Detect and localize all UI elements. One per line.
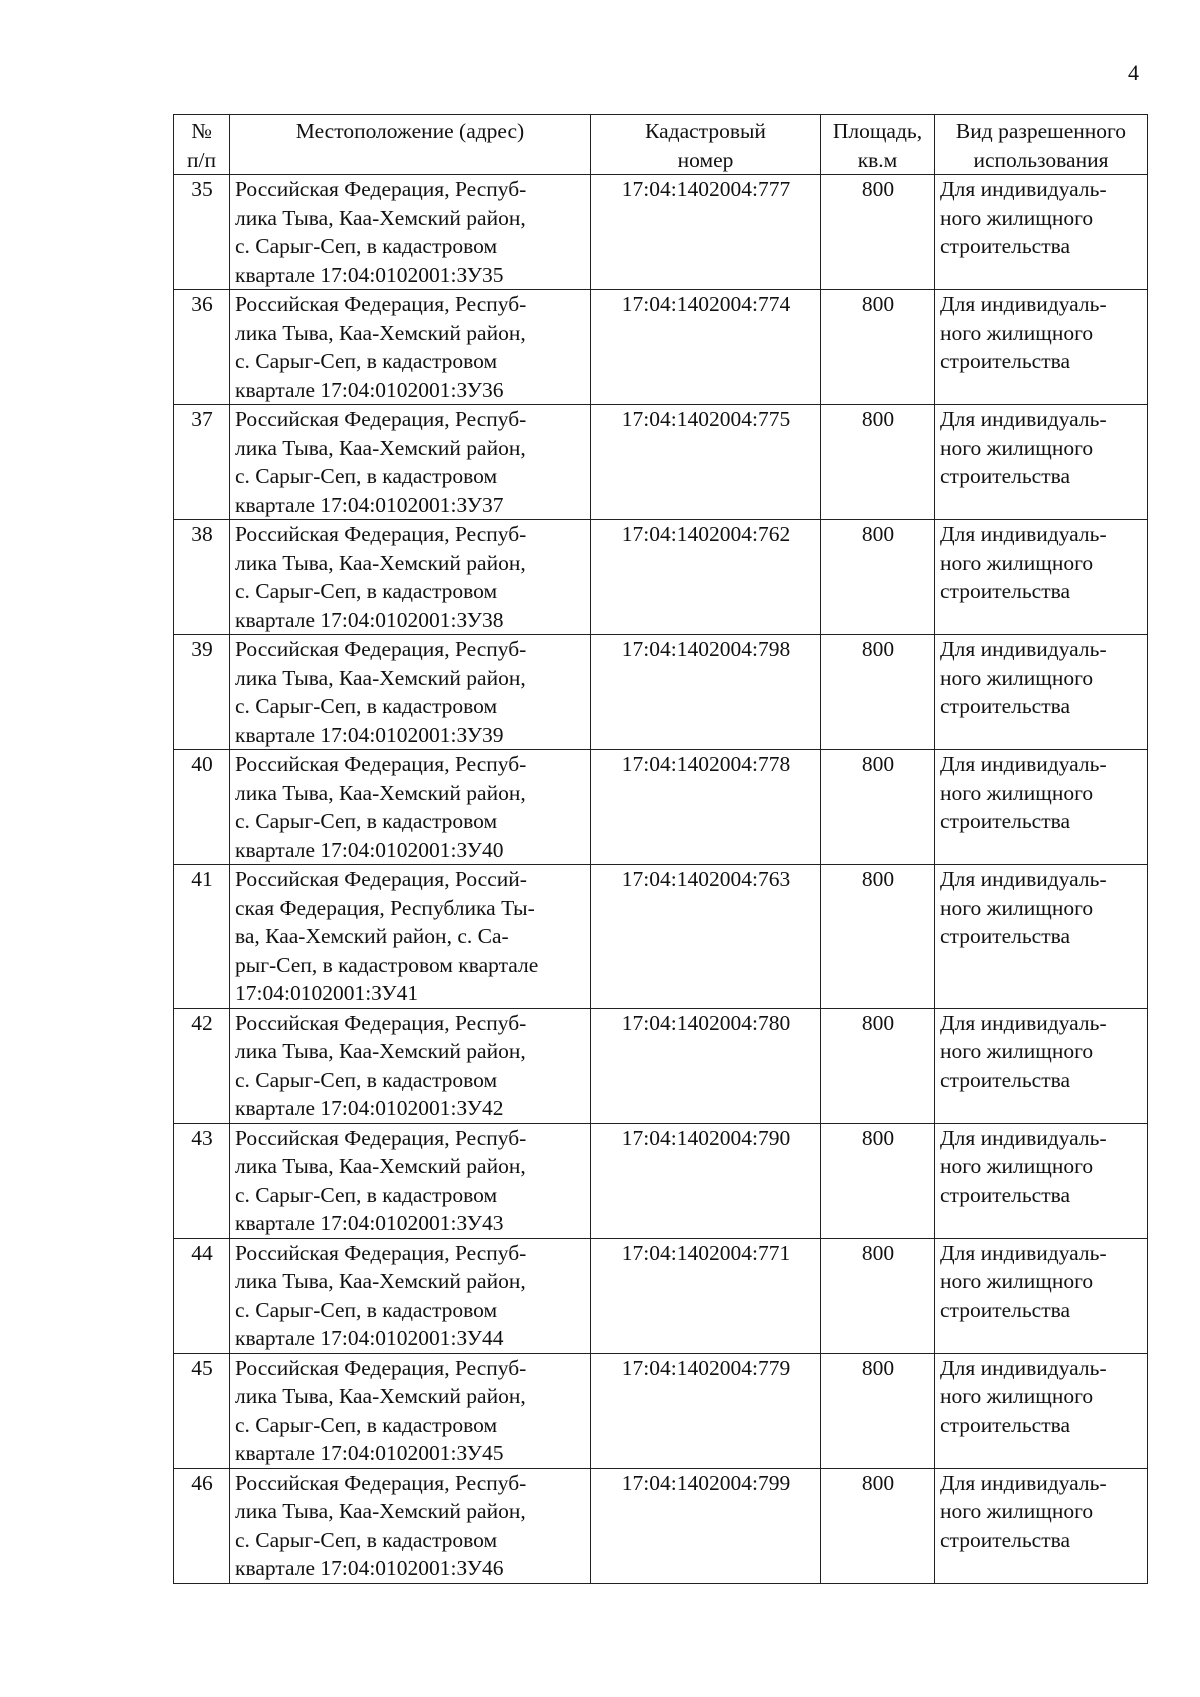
table-row <box>174 175 1148 290</box>
address-line: с. Сарыг-Сеп, в кадастровом <box>235 234 498 258</box>
row-number-cell <box>174 1123 230 1238</box>
table-row <box>174 1468 1148 1583</box>
table-row <box>174 1008 1148 1123</box>
address-line: с. Сарыг-Сеп, в кадастровом <box>235 1297 498 1322</box>
address-cell <box>230 750 591 865</box>
row-number: 39 <box>191 637 213 661</box>
table-row <box>174 635 1148 750</box>
cadastral-number: 17:04:1402004:777 <box>621 177 791 201</box>
page-number: 4 <box>1128 60 1139 85</box>
address-line: квартале 17:04:0102001:ЗУ40 <box>235 837 504 862</box>
header-cadastral <box>591 115 821 175</box>
area-cell <box>821 1008 935 1123</box>
area-cell <box>821 405 935 520</box>
area-value: 800 <box>861 292 895 316</box>
permitted-use-line: Для индивидуаль- <box>940 1355 1107 1380</box>
header-address <box>230 115 591 175</box>
row-number: 40 <box>191 752 213 776</box>
table-row <box>174 290 1148 405</box>
cadastral-number-cell <box>591 1123 821 1238</box>
cadastral-number: 17:04:1402004:775 <box>621 407 791 431</box>
permitted-use-cell <box>935 1123 1148 1238</box>
permitted-use-line: Для индивидуаль- <box>940 177 1107 201</box>
address-line: квартале 17:04:0102001:ЗУ44 <box>235 1326 504 1350</box>
address-line: рыг-Сеп, в кадастровом квартале <box>235 952 539 977</box>
header-area-line: Площадь, <box>832 119 923 143</box>
row-number-cell <box>174 1008 230 1123</box>
row-number-cell <box>174 635 230 750</box>
address-cell <box>230 1008 591 1123</box>
area-value: 800 <box>861 637 895 661</box>
address-cell <box>230 1353 591 1468</box>
address-line: лика Тыва, Каа-Хемский район, <box>235 1384 526 1408</box>
table-row <box>174 405 1148 520</box>
cadastral-number: 17:04:1402004:799 <box>621 1470 791 1495</box>
address-line: Российская Федерация, Респуб- <box>235 177 527 201</box>
cadastral-number: 17:04:1402004:771 <box>621 1240 791 1265</box>
permitted-use-line: ного жилищного <box>940 1499 1094 1523</box>
row-number: 45 <box>191 1355 213 1380</box>
area-value: 800 <box>861 522 895 546</box>
address-cell <box>230 1123 591 1238</box>
cadastral-number-cell <box>591 635 821 750</box>
address-line: с. Сарыг-Сеп, в кадастровом <box>235 464 498 488</box>
header-address-line: Местоположение (адрес) <box>295 119 525 143</box>
permitted-use-line: строительства <box>940 1527 1071 1552</box>
address-line: Российская Федерация, Респуб- <box>235 1010 527 1035</box>
address-line: лика Тыва, Каа-Хемский район, <box>235 665 526 690</box>
header-num <box>174 115 230 175</box>
header-row <box>174 115 1148 175</box>
permitted-use-line: строительства <box>940 809 1071 833</box>
permitted-use-cell <box>935 405 1148 520</box>
address-line: Российская Федерация, Респуб- <box>235 1355 527 1380</box>
row-number-cell <box>174 865 230 1009</box>
land-plots-table <box>173 114 1148 1584</box>
header-use-line: использования <box>973 147 1109 172</box>
permitted-use-cell <box>935 1468 1148 1583</box>
table-row <box>174 1123 1148 1238</box>
permitted-use-line: ного жилищного <box>940 320 1094 345</box>
permitted-use-line: Для индивидуаль- <box>940 292 1107 316</box>
address-line: Российская Федерация, Респуб- <box>235 1240 527 1265</box>
row-number: 37 <box>191 407 213 431</box>
address-line: квартале 17:04:0102001:ЗУ39 <box>235 722 504 747</box>
permitted-use-line: строительства <box>940 349 1071 373</box>
row-number-cell <box>174 405 230 520</box>
cadastral-number-cell <box>591 750 821 865</box>
permitted-use-line: Для индивидуаль- <box>940 407 1107 431</box>
row-number-cell <box>174 1468 230 1583</box>
table-row <box>174 1238 1148 1353</box>
area-cell <box>821 290 935 405</box>
address-line: квартале 17:04:0102001:ЗУ45 <box>235 1441 504 1465</box>
address-line: с. Сарыг-Сеп, в кадастровом <box>235 349 498 373</box>
permitted-use-line: ного жилищного <box>940 435 1094 460</box>
address-line: с. Сарыг-Сеп, в кадастровом <box>235 1182 498 1207</box>
address-line: лика Тыва, Каа-Хемский район, <box>235 205 526 230</box>
header-area <box>821 115 935 175</box>
address-line: лика Тыва, Каа-Хемский район, <box>235 550 526 575</box>
cadastral-number-cell <box>591 290 821 405</box>
area-value: 800 <box>861 752 895 776</box>
area-cell <box>821 865 935 1009</box>
permitted-use-line: строительства <box>940 1182 1071 1207</box>
address-line: Российская Федерация, Россий- <box>235 867 527 891</box>
address-cell <box>230 175 591 290</box>
area-value: 800 <box>861 1240 895 1265</box>
row-number: 38 <box>191 522 213 546</box>
address-line: квартале 17:04:0102001:ЗУ36 <box>235 377 504 402</box>
permitted-use-line: строительства <box>940 579 1071 603</box>
permitted-use-line: строительства <box>940 694 1071 718</box>
permitted-use-line: ного жилищного <box>940 780 1094 805</box>
address-line: Российская Федерация, Респуб- <box>235 522 527 546</box>
address-cell <box>230 1468 591 1583</box>
area-cell <box>821 175 935 290</box>
cadastral-number: 17:04:1402004:763 <box>621 867 791 891</box>
permitted-use-line: Для индивидуаль- <box>940 1240 1107 1265</box>
permitted-use-line: строительства <box>940 234 1071 258</box>
address-line: квартале 17:04:0102001:ЗУ37 <box>235 492 504 517</box>
permitted-use-line: ного жилищного <box>940 1269 1094 1293</box>
permitted-use-line: Для индивидуаль- <box>940 1470 1107 1495</box>
address-cell <box>230 865 591 1009</box>
address-line: 17:04:0102001:ЗУ41 <box>235 981 419 1005</box>
area-value: 800 <box>861 1470 895 1495</box>
table-row <box>174 865 1148 1009</box>
permitted-use-cell <box>935 750 1148 865</box>
permitted-use-line: ного жилищного <box>940 1154 1094 1178</box>
permitted-use-line: ного жилищного <box>940 550 1094 575</box>
header-area-line: кв.м <box>857 147 898 172</box>
cadastral-number-cell <box>591 1353 821 1468</box>
permitted-use-cell <box>935 1008 1148 1123</box>
row-number: 44 <box>191 1240 213 1265</box>
permitted-use-line: ного жилищного <box>940 665 1094 690</box>
permitted-use-line: Для индивидуаль- <box>940 522 1107 546</box>
area-value: 800 <box>861 177 895 201</box>
row-number: 41 <box>191 867 213 891</box>
table-body <box>174 175 1148 1584</box>
row-number-cell <box>174 290 230 405</box>
cadastral-number: 17:04:1402004:798 <box>621 637 791 661</box>
cadastral-number: 17:04:1402004:779 <box>621 1355 791 1380</box>
row-number: 46 <box>191 1470 213 1495</box>
row-number-cell <box>174 750 230 865</box>
address-cell <box>230 290 591 405</box>
header-use-line: Вид разрешенного <box>955 119 1127 143</box>
address-line: ва, Каа-Хемский район, с. Са- <box>235 924 509 948</box>
area-cell <box>821 1123 935 1238</box>
address-line: лика Тыва, Каа-Хемский район, <box>235 1269 526 1293</box>
address-line: лика Тыва, Каа-Хемский район, <box>235 320 526 345</box>
area-value: 800 <box>861 1355 895 1380</box>
address-cell <box>230 1238 591 1353</box>
address-line: лика Тыва, Каа-Хемский район, <box>235 780 526 805</box>
cadastral-number-cell <box>591 1238 821 1353</box>
permitted-use-line: Для индивидуаль- <box>940 1125 1107 1150</box>
permitted-use-cell <box>935 290 1148 405</box>
address-line: лика Тыва, Каа-Хемский район, <box>235 1499 526 1523</box>
permitted-use-cell <box>935 635 1148 750</box>
address-cell <box>230 635 591 750</box>
cadastral-number-cell <box>591 175 821 290</box>
area-value: 800 <box>861 1125 895 1150</box>
permitted-use-line: ного жилищного <box>940 1039 1094 1063</box>
permitted-use-cell <box>935 1353 1148 1468</box>
address-line: Российская Федерация, Респуб- <box>235 407 527 431</box>
cadastral-number-cell <box>591 520 821 635</box>
permitted-use-line: Для индивидуаль- <box>940 637 1107 661</box>
permitted-use-line: строительства <box>940 1412 1071 1437</box>
cadastral-number-cell <box>591 865 821 1009</box>
cadastral-number-cell <box>591 1468 821 1583</box>
row-number-cell <box>174 1353 230 1468</box>
permitted-use-cell <box>935 1238 1148 1353</box>
row-number-cell <box>174 1238 230 1353</box>
cadastral-number: 17:04:1402004:778 <box>621 752 791 776</box>
address-line: квартале 17:04:0102001:ЗУ38 <box>235 607 504 632</box>
cadastral-number: 17:04:1402004:790 <box>621 1125 791 1150</box>
header-num-line: п/п <box>187 147 216 172</box>
table-row <box>174 520 1148 635</box>
header-cadastral-line: номер <box>677 147 734 172</box>
permitted-use-line: строительства <box>940 464 1071 488</box>
address-line: с. Сарыг-Сеп, в кадастровом <box>235 694 498 718</box>
permitted-use-cell <box>935 865 1148 1009</box>
permitted-use-line: Для индивидуаль- <box>940 752 1107 776</box>
row-number-cell <box>174 175 230 290</box>
cadastral-number-cell <box>591 405 821 520</box>
cadastral-number: 17:04:1402004:762 <box>621 522 791 546</box>
permitted-use-line: ного жилищного <box>940 1384 1094 1408</box>
table-header <box>174 115 1148 175</box>
cadastral-number-cell <box>591 1008 821 1123</box>
row-number: 43 <box>191 1125 213 1150</box>
permitted-use-line: строительства <box>940 1067 1071 1092</box>
address-line: квартале 17:04:0102001:ЗУ35 <box>235 262 504 287</box>
header-cadastral-line: Кадастровый <box>645 119 766 143</box>
address-line: Российская Федерация, Респуб- <box>235 1125 527 1150</box>
address-line: квартале 17:04:0102001:ЗУ43 <box>235 1211 504 1235</box>
address-line: Российская Федерация, Респуб- <box>235 1470 527 1495</box>
cadastral-number: 17:04:1402004:780 <box>621 1010 791 1035</box>
table-row <box>174 750 1148 865</box>
address-line: лика Тыва, Каа-Хемский район, <box>235 1039 526 1063</box>
area-cell <box>821 1353 935 1468</box>
address-line: лика Тыва, Каа-Хемский район, <box>235 435 526 460</box>
permitted-use-line: строительства <box>940 1297 1071 1322</box>
area-value: 800 <box>861 407 895 431</box>
area-value: 800 <box>861 867 895 891</box>
address-line: Российская Федерация, Респуб- <box>235 752 527 776</box>
area-value: 800 <box>861 1010 895 1035</box>
address-cell <box>230 405 591 520</box>
area-cell <box>821 520 935 635</box>
cadastral-number: 17:04:1402004:774 <box>621 292 791 316</box>
row-number: 36 <box>191 292 213 316</box>
address-line: с. Сарыг-Сеп, в кадастровом <box>235 1067 498 1092</box>
area-cell <box>821 1468 935 1583</box>
area-cell <box>821 1238 935 1353</box>
address-cell <box>230 520 591 635</box>
address-line: с. Сарыг-Сеп, в кадастровом <box>235 1412 498 1437</box>
area-cell <box>821 635 935 750</box>
permitted-use-line: ного жилищного <box>940 895 1094 920</box>
address-line: Российская Федерация, Респуб- <box>235 637 527 661</box>
permitted-use-cell <box>935 520 1148 635</box>
address-line: квартале 17:04:0102001:ЗУ46 <box>235 1556 504 1580</box>
permitted-use-line: строительства <box>940 924 1071 948</box>
address-line: лика Тыва, Каа-Хемский район, <box>235 1154 526 1178</box>
header-num-line: № <box>191 119 212 143</box>
address-line: с. Сарыг-Сеп, в кадастровом <box>235 809 498 833</box>
table-row <box>174 1353 1148 1468</box>
row-number: 42 <box>191 1010 213 1035</box>
address-line: с. Сарыг-Сеп, в кадастровом <box>235 1527 498 1552</box>
permitted-use-line: ного жилищного <box>940 205 1094 230</box>
permitted-use-cell <box>935 175 1148 290</box>
row-number: 35 <box>191 177 213 201</box>
address-line: квартале 17:04:0102001:ЗУ42 <box>235 1096 504 1120</box>
header-use <box>935 115 1148 175</box>
area-cell <box>821 750 935 865</box>
address-line: с. Сарыг-Сеп, в кадастровом <box>235 579 498 603</box>
address-line: Российская Федерация, Респуб- <box>235 292 527 316</box>
address-line: ская Федерация, Республика Ты- <box>235 895 535 920</box>
row-number-cell <box>174 520 230 635</box>
permitted-use-line: Для индивидуаль- <box>940 867 1107 891</box>
permitted-use-line: Для индивидуаль- <box>940 1010 1107 1035</box>
